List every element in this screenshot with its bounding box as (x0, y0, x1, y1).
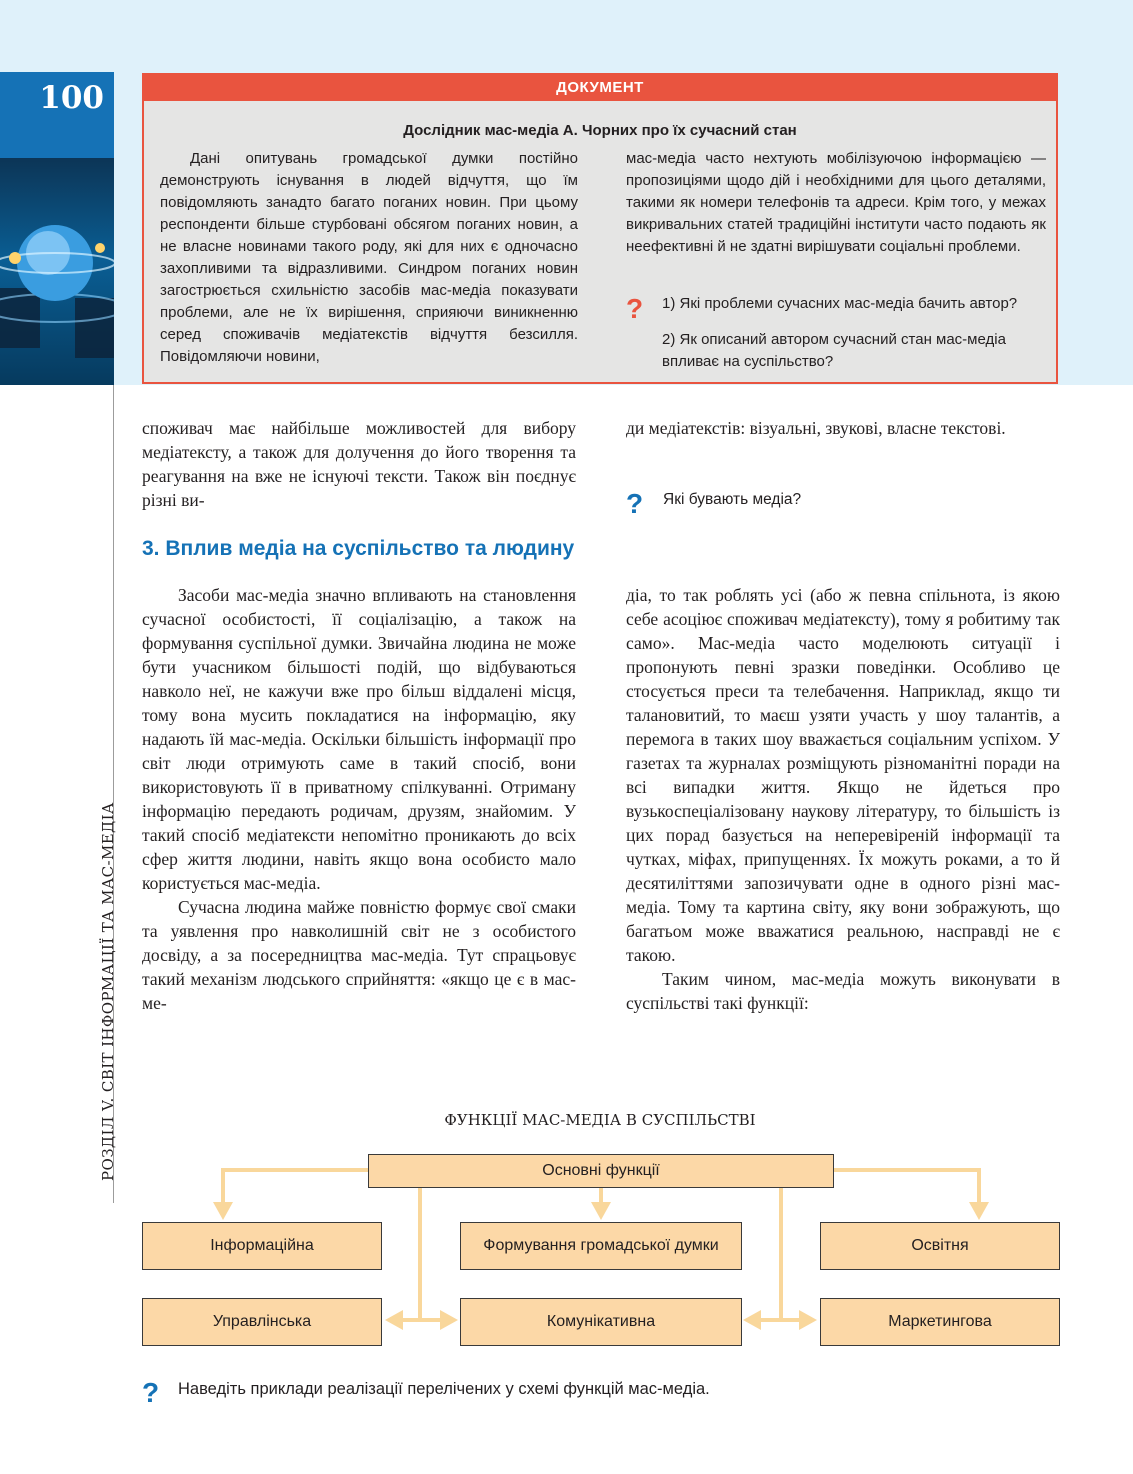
section-right-paragraph-1: діа, то так роблять усі (або ж певна спільнота, із якою себе асоціює споживач медіатексту), тому я робитиму так само». Мас-медіа часто моделюють ситуації і пропонують певні зразки поведінки. Особливо це стосується преси та телебачення. Наприклад, якщо ти талановитий, то маєш узяти участь у шоу талантів, а перемога в таких шоу вважається соціальним успіхом. У газетах та журналах розміщують різноманітні поради на всі випадки життя. Якщо не йдеться про вузькоспеціалізовану наукову літературу, то більшість із цих порад базується на неперевіреній інформації та чутках, міфах, припущеннях. Їх можуть роками, а то й десятиліттями запозичувати одне в одного різні мас-медіа. Тому та картина світу, яку вони зображують, що багатьом може вважатися реальною, насправді не є такою. (626, 585, 1060, 965)
section-left-paragraph-1: Засоби мас-медіа значно впливають на становлення сучасної особистості, її соціалізацію, а також на формування суспільної думки. Звичайна людина не може бути учасником більшості подій, що відбуваються навколо неї, не кажучи вже про більш віддалені місця, тому вона мусить покладатися на інформацію, яку надають їй мас-медіа. Оскільки більшість інформації про світ люди отримують саме в такий спосіб, вони використовують її в приватному спілкуванні. Отриману інформацію передають родичам, друзям, знайомим. У такий спосіб медіатексти непомітно проникають до всіх сфер життя людини, навіть якщо вона особисто мало користується мас-медіа. (142, 585, 576, 893)
diagram-box-communicative: Комунікативна (460, 1298, 742, 1346)
diagram-box-managerial: Управлінська (142, 1298, 382, 1346)
diagram-box-educational: Освітня (820, 1222, 1060, 1270)
intro-left-text: споживач має найбільше можливостей для вибору медіатексту, а також для долучення до його творення та реагування на вже не існуючі тексти. Також він поєднує різні ви- (142, 418, 576, 510)
diagram-box-informational: Інформаційна (142, 1222, 382, 1270)
document-label: ДОКУМЕНТ (144, 75, 1056, 101)
question-mark-icon: ? (626, 293, 644, 324)
diagram-box-public-opinion: Формування громадської думки (460, 1222, 742, 1270)
document-question-2: 2) Як описаний автором сучасний стан мас-медіа впливає на суспільство? (662, 331, 1006, 370)
question-mark-icon: ? (142, 1377, 160, 1408)
section-left-paragraph-2: Сучасна людина майже повністю формує свої смаки та уявлення про навколишній світ не з особистого досвіду, а за посередництва мас-медіа. Тут спрацьовує такий механізм людського сприйняття: «якщо це є в мас-ме- (142, 897, 576, 1013)
final-question: Наведіть приклади реалізації перелічених у схемі функцій мас-медіа. (178, 1380, 710, 1398)
arrow-to-marketing (781, 1188, 802, 1320)
diagram-box-marketing: Маркетингова (820, 1298, 1060, 1346)
document-question-1: 1) Які проблеми сучасних мас-медіа бачить автор? (662, 295, 1018, 312)
document-left-text: Дані опитувань громадської думки постійно демонструють існування в людей відчуття, що їм повідомляють занадто багато поганих новин. При цьому респонденти більше стурбовані обсягом поганих новин, а не власне новинами такого роду, які для них є одночасно захопливими та відразливими. Синдром поганих новин загострюється схильністю засобів мас-медіа показувати проблеми, але не їх вирішення, сприяючи виникненню серед споживачів медіатекстів відчуття безсилля. Повідомляючи новини, (160, 150, 578, 365)
arrow-to-managerial (400, 1188, 420, 1320)
question-mark-icon: ? (626, 488, 644, 519)
section-sidebar-label: РОЗДІЛ V. СВІТ ІНФОРМАЦІЇ ТА МАС-МЕДІА (99, 802, 117, 1181)
section-heading: 3. Вплив медіа на суспільство та людину (142, 537, 575, 560)
section-right-paragraph-2: Таким чином, мас-медіа можуть виконувати в суспільстві такі функції: (626, 969, 1060, 1013)
document-title: Дослідник мас-медіа А. Чорних про їх сучасний стан (403, 122, 797, 139)
arrow-to-educational (834, 1170, 979, 1205)
arrow-to-informational (223, 1170, 368, 1205)
intro-question: Які бувають медіа? (663, 491, 802, 508)
intro-right-text: ди медіатекстів: візуальні, звукові, власне текстові. (626, 418, 1006, 438)
diagram-root-box: Основні функції (368, 1154, 834, 1188)
diagram-title: ФУНКЦІЇ МАС-МЕДІА В СУСПІЛЬСТВІ (444, 1111, 756, 1129)
page-number: 100 (39, 80, 104, 116)
document-right-text: мас-медіа часто нехтують мобілізуючою інформацією — пропозиціями щодо дій і необхідними для цього деталями, такими як номери телефонів та адреси. Крім того, у межах викривальних статей традиційні інститути часто подають як неефективні й не здатні вирішувати соціальні проблеми. (626, 150, 1046, 255)
